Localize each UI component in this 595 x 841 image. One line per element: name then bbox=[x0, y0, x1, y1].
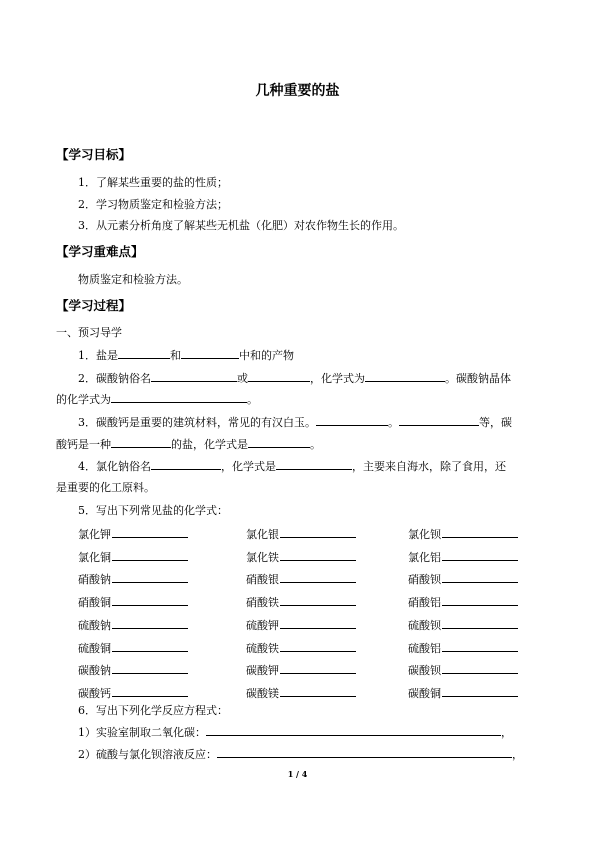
salt-name: 硫酸铝 bbox=[408, 641, 441, 655]
q2-blank-2[interactable] bbox=[248, 371, 310, 382]
salt-formula-item bbox=[246, 641, 356, 656]
formula-blank[interactable] bbox=[112, 572, 188, 583]
salt-formula-item bbox=[78, 595, 188, 610]
preview-heading: 一、预习导学 bbox=[56, 326, 122, 339]
equation-1-end: ， bbox=[501, 726, 512, 739]
q4-text-a: 4．氯化钠俗名 bbox=[78, 460, 151, 473]
salt-name: 碳酸铜 bbox=[408, 686, 441, 700]
q2-text-b: 或 bbox=[237, 372, 248, 385]
salt-name: 碳酸钾 bbox=[246, 664, 279, 678]
salt-name: 碳酸镁 bbox=[246, 686, 279, 700]
formula-blank[interactable] bbox=[280, 663, 356, 674]
formula-blank[interactable] bbox=[442, 663, 518, 674]
formula-blank[interactable] bbox=[112, 527, 188, 538]
salt-name: 氯化铁 bbox=[246, 550, 279, 564]
q2-text-a: 2．碳酸钠俗名 bbox=[78, 372, 151, 385]
formula-blank[interactable] bbox=[280, 595, 356, 606]
salt-name: 硝酸钡 bbox=[408, 573, 441, 587]
formula-blank[interactable] bbox=[112, 686, 188, 697]
salt-formula-item bbox=[246, 663, 356, 678]
salt-name: 氯化钡 bbox=[408, 528, 441, 541]
q1-blank-1[interactable] bbox=[118, 348, 170, 359]
q1-text-a: 1．盐是 bbox=[78, 349, 118, 362]
goals-heading: 【学习目标】 bbox=[56, 147, 132, 162]
equation-2-blank[interactable] bbox=[217, 747, 512, 758]
q3-text-c: 等，碳 bbox=[479, 416, 512, 429]
goal-1: 1．了解某些重要的盐的性质； bbox=[78, 176, 228, 189]
salt-name: 硫酸钡 bbox=[408, 618, 441, 632]
salt-name: 硫酸铜 bbox=[78, 641, 111, 655]
salt-formula-item bbox=[78, 663, 188, 678]
salt-formula-item bbox=[78, 686, 188, 701]
question-5-label: 5．写出下列常见盐的化学式： bbox=[78, 504, 228, 517]
question-1 bbox=[78, 348, 562, 363]
salt-name: 硝酸铜 bbox=[78, 596, 111, 610]
q4-text-b: ，化学式是 bbox=[221, 460, 276, 473]
q3-blank-1[interactable] bbox=[316, 415, 388, 426]
formula-blank[interactable] bbox=[280, 686, 356, 697]
salt-name: 硫酸铁 bbox=[246, 641, 279, 655]
q2-blank-1[interactable] bbox=[151, 371, 237, 382]
salt-name: 碳酸钡 bbox=[408, 664, 441, 678]
formula-blank[interactable] bbox=[442, 641, 518, 652]
salt-formula-item bbox=[408, 641, 518, 656]
salt-formula-item bbox=[408, 527, 518, 542]
salt-formula-item bbox=[78, 550, 188, 565]
formula-blank[interactable] bbox=[442, 618, 518, 629]
formula-blank[interactable] bbox=[112, 595, 188, 606]
salt-formula-item bbox=[408, 550, 518, 565]
q1-text-b: 和 bbox=[170, 349, 181, 362]
formula-blank[interactable] bbox=[112, 618, 188, 629]
formula-blank[interactable] bbox=[442, 527, 518, 538]
salt-name: 碳酸钙 bbox=[78, 686, 111, 700]
equation-2-end: ， bbox=[512, 748, 523, 761]
formula-blank[interactable] bbox=[280, 527, 356, 538]
salt-name: 氯化钾 bbox=[78, 528, 111, 541]
q2-text-d: 。碳酸钠晶体 bbox=[445, 372, 511, 385]
salt-formula-item bbox=[246, 572, 356, 587]
salt-name: 硝酸铁 bbox=[246, 596, 279, 610]
q3-blank-3[interactable] bbox=[111, 437, 171, 448]
salt-formula-item bbox=[78, 527, 188, 542]
q4-blank-2[interactable] bbox=[276, 459, 352, 470]
question-4-line-2: 是重要的化工原料。 bbox=[56, 481, 155, 494]
salt-name: 氯化银 bbox=[246, 528, 279, 541]
salt-name: 硫酸钠 bbox=[78, 618, 111, 632]
salt-name: 硝酸钠 bbox=[78, 573, 111, 587]
formula-blank[interactable] bbox=[442, 572, 518, 583]
formula-blank[interactable] bbox=[442, 550, 518, 561]
salt-formula-item bbox=[246, 686, 356, 701]
formula-blank[interactable] bbox=[112, 641, 188, 652]
formula-blank[interactable] bbox=[280, 641, 356, 652]
equation-1-blank[interactable] bbox=[206, 725, 501, 736]
salt-formula-item bbox=[246, 527, 356, 542]
salt-formula-item bbox=[246, 550, 356, 565]
salt-name: 硫酸钾 bbox=[246, 618, 279, 632]
goal-3: 3．从元素分析角度了解某些无机盐（化肥）对农作物生长的作用。 bbox=[78, 219, 404, 232]
question-2-line-2 bbox=[56, 392, 540, 407]
formula-blank[interactable] bbox=[442, 686, 518, 697]
q3-text-d: 酸钙是一种 bbox=[56, 438, 111, 451]
q3-blank-2[interactable] bbox=[399, 415, 479, 426]
q3-text-f: 。 bbox=[310, 438, 321, 451]
salt-formula-item bbox=[78, 618, 188, 633]
key-text: 物质鉴定和检验方法。 bbox=[78, 273, 188, 286]
question-3-line-1 bbox=[78, 415, 562, 430]
page-number: 1 / 4 bbox=[287, 769, 308, 779]
salt-name: 硝酸银 bbox=[246, 573, 279, 587]
salt-formula-item bbox=[408, 595, 518, 610]
salt-formula-item bbox=[408, 686, 518, 701]
equation-2-text: 2）硫酸与氯化钡溶液反应： bbox=[78, 748, 217, 761]
salt-formula-item bbox=[408, 618, 518, 633]
salt-name: 氯化铜 bbox=[78, 550, 111, 564]
formula-blank[interactable] bbox=[280, 550, 356, 561]
formula-blank[interactable] bbox=[280, 572, 356, 583]
salt-name: 碳酸钠 bbox=[78, 664, 111, 678]
q3-text-b: 。 bbox=[388, 416, 399, 429]
q2-blank-3[interactable] bbox=[365, 371, 445, 382]
salt-formula-item bbox=[78, 641, 188, 656]
formula-blank[interactable] bbox=[442, 595, 518, 606]
q3-text-e: 的盐，化学式是 bbox=[171, 438, 248, 451]
question-4-line-1 bbox=[78, 459, 562, 474]
salt-formula-item bbox=[246, 618, 356, 633]
q1-blank-2[interactable] bbox=[181, 348, 239, 359]
question-2-line-1 bbox=[78, 371, 562, 386]
q4-blank-1[interactable] bbox=[151, 459, 221, 470]
question-3-line-2 bbox=[56, 437, 540, 452]
salt-formula-item bbox=[246, 595, 356, 610]
formula-blank[interactable] bbox=[280, 618, 356, 629]
salt-formula-item bbox=[408, 572, 518, 587]
salt-name: 硝酸铝 bbox=[408, 596, 441, 610]
goal-2: 2．学习物质鉴定和检验方法； bbox=[78, 198, 228, 211]
q2-text-e: 的化学式为 bbox=[56, 393, 111, 406]
q2-text-f: 。 bbox=[247, 393, 258, 406]
salt-formula-item bbox=[78, 572, 188, 587]
page-title: 几种重要的盐 bbox=[255, 83, 340, 99]
q4-text-c: ，主要来自海水，除了食用，还 bbox=[352, 460, 506, 473]
salt-formula-item bbox=[408, 663, 518, 678]
q2-text-c: ，化学式为 bbox=[310, 372, 365, 385]
q1-text-c: 中和的产物 bbox=[239, 349, 294, 362]
q3-text-a: 3．碳酸钙是重要的建筑材料，常见的有汉白玉。 bbox=[78, 416, 316, 429]
equation-2 bbox=[78, 747, 562, 762]
key-heading: 【学习重难点】 bbox=[56, 244, 144, 259]
salt-name: 氯化铝 bbox=[408, 550, 441, 564]
formula-blank[interactable] bbox=[112, 550, 188, 561]
q2-blank-4[interactable] bbox=[111, 392, 247, 403]
process-heading: 【学习过程】 bbox=[56, 298, 132, 313]
equation-1-text: 1）实验室制取二氧化碳： bbox=[78, 726, 206, 739]
equation-1 bbox=[78, 725, 562, 740]
q3-blank-4[interactable] bbox=[248, 437, 310, 448]
formula-blank[interactable] bbox=[112, 663, 188, 674]
question-6-label: 6．写出下列化学反应方程式： bbox=[78, 704, 228, 717]
